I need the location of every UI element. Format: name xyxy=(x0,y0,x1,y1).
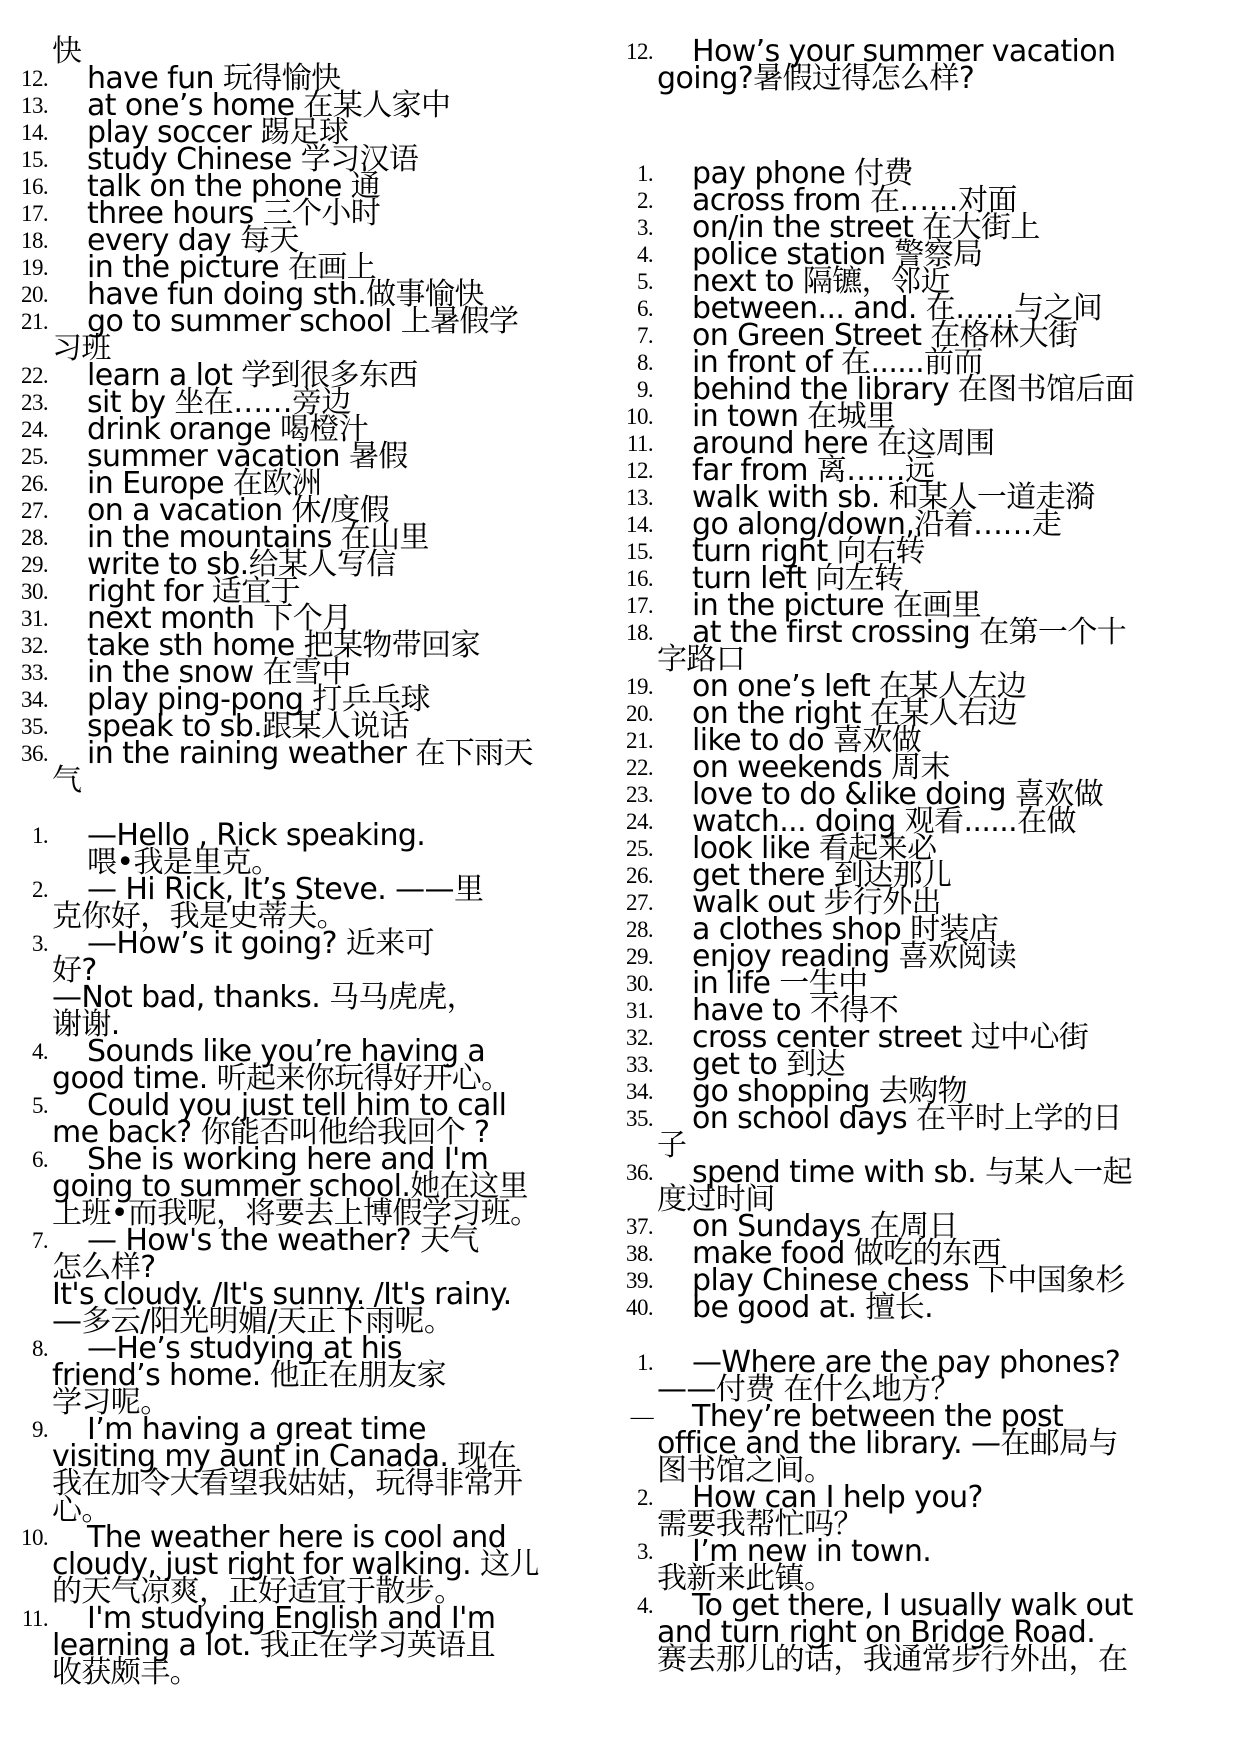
item-text: I’m having a great time xyxy=(87,1412,426,1447)
item-text: pay phone 付费 xyxy=(692,156,913,191)
item-number: 6. xyxy=(31,1147,48,1172)
item-text: have fun doing sth.做事愉快 xyxy=(87,277,484,312)
right-column xyxy=(605,34,1241,1677)
item-number: — xyxy=(630,1404,653,1429)
item-number: 20. xyxy=(626,701,653,726)
item-number: 28. xyxy=(21,525,48,550)
item-number: 30. xyxy=(21,579,48,604)
item-number: 32. xyxy=(21,633,48,658)
item-continuation: It's cloudy. /It's sunny. /It's rainy. xyxy=(52,1277,512,1312)
item-text: She is working here and I'm xyxy=(87,1142,489,1177)
item-continuation: 我在加令大看望我姑姑，玩得非常开 xyxy=(52,1466,523,1501)
phrase-list xyxy=(0,61,600,798)
item-number: 36. xyxy=(21,741,48,766)
item-text: between... and. 在……与之间 xyxy=(692,291,1103,326)
item-number: 2. xyxy=(31,877,48,902)
item-text: Could you just tell him to call xyxy=(87,1088,507,1123)
item-continuation: 气 xyxy=(52,763,82,798)
item-number: 29. xyxy=(21,552,48,577)
item-number: 23. xyxy=(21,390,48,415)
item-number: 20. xyxy=(21,282,48,307)
item-text: in life 一生中 xyxy=(692,966,868,1001)
item-continuation: 度过时间 xyxy=(657,1182,775,1217)
item-text: have to 不得不 xyxy=(692,993,899,1028)
item-number: 9. xyxy=(636,377,653,402)
item-number: 3. xyxy=(636,1539,653,1564)
item-continuation: 心。 xyxy=(52,1493,111,1528)
item-number: 31. xyxy=(626,998,653,1023)
item-text: in the raining weather 在下雨天 xyxy=(87,736,533,771)
item-text: on Green Street 在格林大街 xyxy=(692,318,1078,353)
item-number: 15. xyxy=(21,147,48,172)
item-text: get to 到达 xyxy=(692,1047,846,1082)
item-number: 17. xyxy=(21,201,48,226)
item-text: drink orange 喝橙汁 xyxy=(87,412,369,447)
item-continuation: friend’s home. 他正在朋友家 xyxy=(52,1358,446,1393)
item-number: 10. xyxy=(21,1525,48,1550)
item-number: 1. xyxy=(636,161,653,186)
item-number: 4. xyxy=(31,1039,48,1064)
item-number: 24. xyxy=(21,417,48,442)
item-number: 4. xyxy=(636,1593,653,1618)
item-number: 34. xyxy=(626,1079,653,1104)
item-text: on a vacation 休/度假 xyxy=(87,493,390,528)
item-continuation: 学习呢。 xyxy=(52,1385,170,1420)
item-number: 38. xyxy=(626,1241,653,1266)
item-number: 9. xyxy=(31,1417,48,1442)
item-number: 2. xyxy=(636,188,653,213)
item-continuation: 我新来此镇。 xyxy=(657,1561,834,1596)
item-text: speak to sb.跟某人说话 xyxy=(87,709,410,744)
item-text: next month 下个月 xyxy=(87,601,352,636)
item-number: 30. xyxy=(626,971,653,996)
item-number: 3. xyxy=(636,215,653,240)
item-number: 40. xyxy=(626,1295,653,1320)
item-text: far from 离……远 xyxy=(692,453,935,488)
item-continuation: 好? xyxy=(52,953,97,988)
item-text: —Hello , Rick speaking. xyxy=(87,818,426,853)
item-text: in the picture 在画里 xyxy=(692,588,982,623)
left-column xyxy=(0,34,600,1690)
item-number: 33. xyxy=(626,1052,653,1077)
item-number: 31. xyxy=(21,606,48,631)
item-number: 14. xyxy=(21,120,48,145)
item-continuation: 克你好，我是史蒂夫。 xyxy=(52,899,346,934)
item-continuation: 怎么样? xyxy=(52,1250,156,1285)
item-text: I’m new in town. xyxy=(692,1534,932,1569)
item-text: like to do 喜欢做 xyxy=(692,723,922,758)
item-text: make food 做吃的东西 xyxy=(692,1236,1001,1271)
item-text: sit by 坐在……旁边 xyxy=(87,385,351,420)
sentence-list xyxy=(605,1345,1241,1677)
item-text: spend time with sb. 与某人一起 xyxy=(692,1155,1132,1190)
item-text: next to 隔镳，邻近 xyxy=(692,264,950,299)
item-number: 26. xyxy=(21,471,48,496)
item-number: 11. xyxy=(21,1606,48,1631)
item-text: Sounds like you’re having a xyxy=(87,1034,486,1069)
item-continuation: going to summer school.她在这里 xyxy=(52,1169,528,1204)
item-text: —How’s it going? 近来可 xyxy=(87,926,435,961)
item-number: 12. xyxy=(626,458,653,483)
item-number: 12. xyxy=(626,39,653,64)
item-continuation: cloudy, just right for walking. 这儿 xyxy=(52,1547,539,1582)
item-text: love to do &like doing 喜欢做 xyxy=(692,777,1104,812)
item-continuation: 子 xyxy=(657,1128,687,1163)
item-continuation: 谢谢. xyxy=(52,1007,120,1042)
item-number: 13. xyxy=(626,485,653,510)
item-number: 15. xyxy=(626,539,653,564)
item-text: police station 警察局 xyxy=(692,237,983,272)
item-number: 7. xyxy=(31,1228,48,1253)
item-number: 5. xyxy=(636,269,653,294)
item-continuation: 需要我帮忙吗？ xyxy=(657,1507,863,1542)
item-number: 33. xyxy=(21,660,48,685)
item-text: in the picture 在画上 xyxy=(87,250,377,285)
item-number: 24. xyxy=(626,809,653,834)
item-number: 14. xyxy=(626,512,653,537)
item-text: talk on the phone 通 xyxy=(87,169,381,204)
item-number: 4. xyxy=(636,242,653,267)
item-continuation: 字路口 xyxy=(657,642,746,677)
item-text: a clothes shop 时装店 xyxy=(692,912,999,947)
item-continuation: and turn right on Bridge Road. xyxy=(657,1615,1096,1650)
item-text: on weekends 周末 xyxy=(692,750,950,785)
item-text: — How's the weather? 天气 xyxy=(87,1223,479,1258)
continued-line: 快 xyxy=(52,34,82,69)
item-text: be good at. 擅长. xyxy=(692,1290,934,1325)
item-number: 13. xyxy=(21,93,48,118)
item-number: 26. xyxy=(626,863,653,888)
item-text: at one’s home 在某人家中 xyxy=(87,88,451,123)
item-number: 18. xyxy=(21,228,48,253)
item-number: 11. xyxy=(626,431,653,456)
sentence-list xyxy=(0,818,600,1690)
item-number: 35. xyxy=(21,714,48,739)
item-number: 22. xyxy=(626,755,653,780)
item-number: 18. xyxy=(626,620,653,645)
item-text: in Europe 在欧洲 xyxy=(87,466,322,501)
item-text: turn right 向右转 xyxy=(692,534,925,569)
item-number: 32. xyxy=(626,1025,653,1050)
item-text: right for 适宜于 xyxy=(87,574,301,609)
item-text: enjoy reading 喜欢阅读 xyxy=(692,939,1017,974)
item-continuation: 上班•而我呢，将要去上博假学习班。 xyxy=(52,1196,540,1231)
item-text: in front of 在......前而 xyxy=(692,345,983,380)
item-text: How can I help you? xyxy=(692,1480,983,1515)
item-number: 2. xyxy=(636,1485,653,1510)
item-number: 3. xyxy=(31,931,48,956)
item-text: go shopping 去购物 xyxy=(692,1074,967,1109)
item-text: take sth home 把某物带回家 xyxy=(87,628,480,663)
item-number: 27. xyxy=(626,890,653,915)
item-number: 19. xyxy=(21,255,48,280)
list-item xyxy=(605,1290,1241,1325)
item-text: write to sb.给某人写信 xyxy=(87,547,396,582)
item-text: cross center street 过中心街 xyxy=(692,1020,1089,1055)
item-text: at the first crossing 在第一个十 xyxy=(692,615,1127,650)
item-translation: —Not bad, thanks. 马马虎虎， xyxy=(52,980,477,1015)
item-continuation: learning a lot. 我正在学习英语且 xyxy=(52,1628,495,1663)
item-number: 8. xyxy=(31,1336,48,1361)
item-number: 21. xyxy=(626,728,653,753)
item-number: 16. xyxy=(21,174,48,199)
item-text: have fun 玩得愉快 xyxy=(87,61,341,96)
item-text: three hours 三个小时 xyxy=(87,196,381,231)
item-text: study Chinese 学习汉语 xyxy=(87,142,419,177)
item-text: The weather here is cool and xyxy=(87,1520,507,1555)
item-number: 34. xyxy=(21,687,48,712)
item-continuation: going?暑假过得怎么样? xyxy=(657,61,975,96)
item-text: around here 在这周围 xyxy=(692,426,995,461)
item-text: get there 到达那儿 xyxy=(692,858,952,893)
item-text: learn a lot 学到很多东西 xyxy=(87,358,418,393)
item-number: 25. xyxy=(626,836,653,861)
list-item xyxy=(0,736,600,771)
item-number: 25. xyxy=(21,444,48,469)
item-text: in the mountains 在山里 xyxy=(87,520,429,555)
item-text: in the snow 在雪中 xyxy=(87,655,351,690)
item-continuation: office and the library. —在邮局与 xyxy=(657,1426,1118,1461)
item-number: 10. xyxy=(626,404,653,429)
item-text: on school days 在平时上学的日 xyxy=(692,1101,1122,1136)
item-number: 17. xyxy=(626,593,653,618)
list-item xyxy=(605,1101,1241,1136)
item-number: 8. xyxy=(636,350,653,375)
item-number: 5. xyxy=(31,1093,48,1118)
item-number: 28. xyxy=(626,917,653,942)
item-text: To get there, I usually walk out xyxy=(692,1588,1133,1623)
item-number: 16. xyxy=(626,566,653,591)
item-number: 36. xyxy=(626,1160,653,1185)
item-continuation: 赛去那儿的话，我通常步行外出，在 xyxy=(657,1642,1128,1677)
item-continuation: 收获颇丰。 xyxy=(52,1655,199,1690)
item-number: 27. xyxy=(21,498,48,523)
item-number: 22. xyxy=(21,363,48,388)
item-text: How’s your summer vacation xyxy=(692,34,1116,69)
item-text: across from 在……对面 xyxy=(692,183,1017,218)
item-number: 37. xyxy=(626,1214,653,1239)
item-number: 1. xyxy=(31,823,48,848)
phrase-list xyxy=(605,156,1241,1325)
item-text: play ping-pong 打乒乓球 xyxy=(87,682,430,717)
item-text: go along/down,沿着……走 xyxy=(692,507,1062,542)
item-number: 7. xyxy=(636,323,653,348)
item-continuation: 习班 xyxy=(52,331,111,366)
item-text: go to summer school 上暑假学 xyxy=(87,304,519,339)
item-text: walk with sb. 和某人一道走漪 xyxy=(692,480,1095,515)
item-number: 23. xyxy=(626,782,653,807)
item-text: turn left 向左转 xyxy=(692,561,904,596)
item-text: — Hi Rick, It’s Steve. ——里 xyxy=(87,872,484,907)
item-text: walk out 步行外出 xyxy=(692,885,942,920)
item-text: on the right 在某人右边 xyxy=(692,696,1017,731)
item-text: I'm studying English and I'm xyxy=(87,1601,496,1636)
item-number: 39. xyxy=(626,1268,653,1293)
item-text: every day 每天 xyxy=(87,223,299,258)
item-number: 6. xyxy=(636,296,653,321)
item-text: watch... doing 观看......在做 xyxy=(692,804,1076,839)
item-continuation: 图书馆之间。 xyxy=(657,1453,834,1488)
item-translation: 喂•我是里克。 xyxy=(87,845,281,880)
item-text: on one’s left 在某人左边 xyxy=(692,669,1027,704)
item-continuation: me back? 你能否叫他给我回个 ? xyxy=(52,1115,490,1150)
item-number: 35. xyxy=(626,1106,653,1131)
item-text: on Sundays 在周日 xyxy=(692,1209,958,1244)
item-number: 1. xyxy=(636,1350,653,1375)
item-text: They’re between the post xyxy=(692,1399,1064,1434)
item-number: 12. xyxy=(21,66,48,91)
item-number: 29. xyxy=(626,944,653,969)
item-text: play soccer 踢足球 xyxy=(87,115,349,150)
item-number: 19. xyxy=(626,674,653,699)
item-text: —He’s studying at his xyxy=(87,1331,402,1366)
item-number: 21. xyxy=(21,309,48,334)
item-text: in town 在城里 xyxy=(692,399,896,434)
item-text: play Chinese chess 下中国象杉 xyxy=(692,1263,1125,1298)
item-translation: —多云/阳光明媚/天正下雨呢。 xyxy=(52,1304,454,1339)
item-text: on/in the street 在大街上 xyxy=(692,210,1040,245)
item-text: behind the library 在图书馆后面 xyxy=(692,372,1135,407)
item-continuation: visiting my aunt in Canada. 现在 xyxy=(52,1439,517,1474)
item-continuation: 的天气凉爽，正好适宜于散步。 xyxy=(52,1574,464,1609)
item-text: summer vacation 暑假 xyxy=(87,439,408,474)
item-text: look like 看起来必 xyxy=(692,831,937,866)
item-text: —Where are the pay phones? xyxy=(692,1345,1121,1380)
item-continuation: good time. 听起来你玩得好开心。 xyxy=(52,1061,511,1096)
item-continuation: ——付费 在什么地方？ xyxy=(657,1372,960,1407)
